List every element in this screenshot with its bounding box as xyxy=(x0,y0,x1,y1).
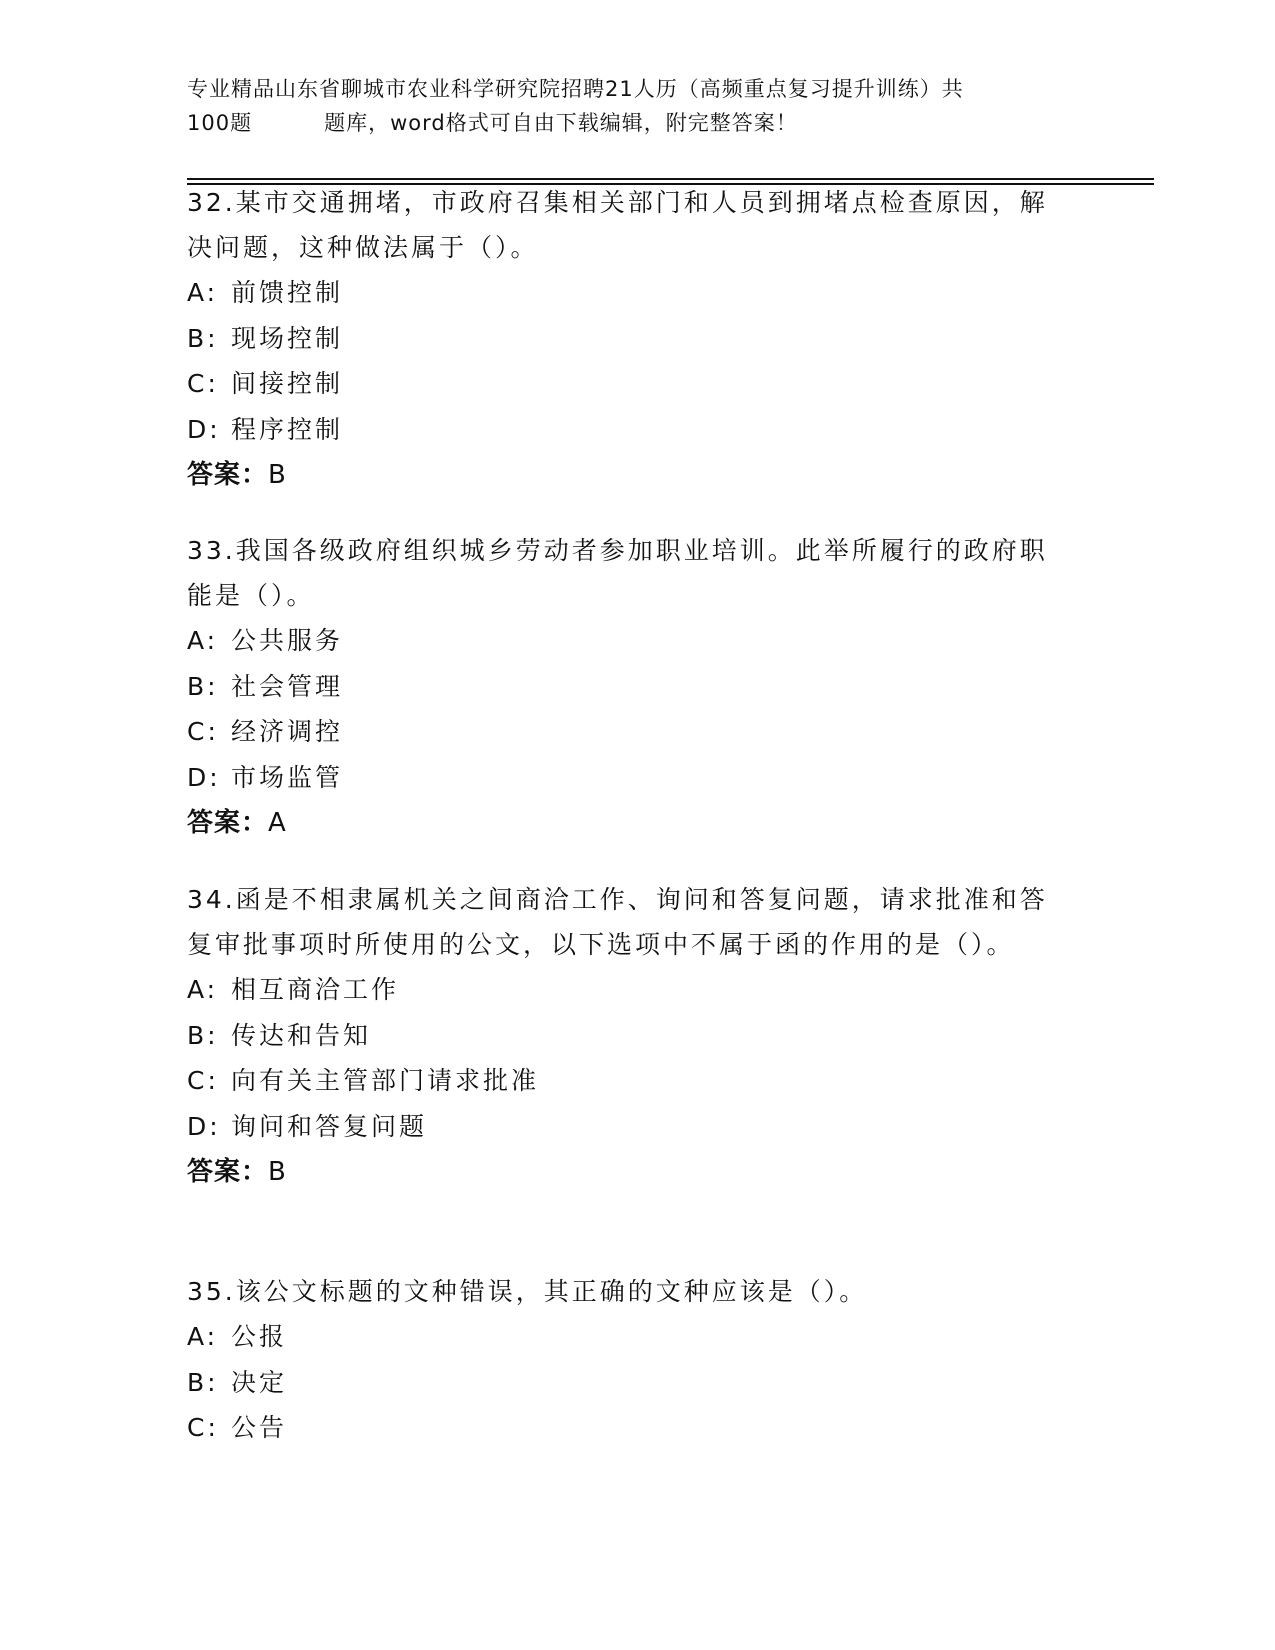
option-text: 询问和答复问题 xyxy=(231,1111,428,1141)
option-key: A: xyxy=(187,626,219,655)
option-text: 前馈控制 xyxy=(231,278,344,307)
question-stem-line: 决问题，这种做法属于（）。 xyxy=(187,233,539,262)
option-text: 公报 xyxy=(231,1322,288,1351)
option-c xyxy=(187,361,1087,407)
question-33 xyxy=(187,528,1087,846)
question-32 xyxy=(187,180,1087,498)
option-text: 社会管理 xyxy=(231,671,344,701)
option-key: D: xyxy=(187,762,221,792)
question-stem-line: 复审批事项时所使用的公文，以下选项中不属于函的作用的是（）。 xyxy=(187,930,1015,959)
option-b xyxy=(187,1013,1087,1059)
option-c xyxy=(187,709,1087,755)
option-key: A: xyxy=(187,975,219,1004)
option-c xyxy=(187,1405,1087,1451)
option-b xyxy=(187,1360,1087,1406)
option-b xyxy=(187,664,1087,710)
question-34 xyxy=(187,877,1087,1195)
answer-value: B xyxy=(268,1157,287,1187)
answer-label: 答案： xyxy=(187,460,269,490)
option-c xyxy=(187,1058,1087,1104)
option-text: 向有关主管部门请求批准 xyxy=(231,1066,540,1095)
question-stem-line: 35.该公文标题的文种错误，其正确的文种应该是（）。 xyxy=(187,1277,868,1306)
option-a xyxy=(187,270,1087,316)
header-line-2 xyxy=(187,106,1087,140)
option-d xyxy=(187,407,1087,453)
question-stem-line: 能是（）。 xyxy=(187,581,315,610)
answer-value: B xyxy=(268,460,287,490)
header-line-1: 专业精品山东省聊城市农业科学研究院招聘21人历（高频重点复习提升训练）共 xyxy=(187,77,964,101)
answer-line xyxy=(187,1149,1087,1195)
answer-line xyxy=(187,452,1087,498)
answer-value: A xyxy=(268,808,287,838)
document-header xyxy=(187,72,1087,140)
answer-label: 答案： xyxy=(187,808,269,838)
answer-label: 答案： xyxy=(187,1157,269,1187)
option-key: C: xyxy=(187,717,219,746)
option-key: B: xyxy=(187,323,219,353)
option-a xyxy=(187,967,1087,1013)
question-35 xyxy=(187,1269,1087,1451)
question-stem-line: 32.某市交通拥堵，市政府召集相关部门和人员到拥堵点检查原因，解 xyxy=(187,188,1048,217)
option-key: C: xyxy=(187,369,219,398)
option-key: B: xyxy=(187,1367,219,1397)
option-key: C: xyxy=(187,1066,219,1095)
option-key: D: xyxy=(187,414,221,444)
option-text: 传达和告知 xyxy=(231,1020,372,1050)
option-text: 公共服务 xyxy=(231,626,344,655)
option-key: D: xyxy=(187,1111,221,1141)
option-d xyxy=(187,1104,1087,1150)
header-line-2-text: 题库，word格式可自由下载编辑，附完整答案！ xyxy=(324,111,798,135)
option-a xyxy=(187,1314,1087,1360)
option-text: 决定 xyxy=(231,1367,288,1397)
question-stem-line: 33.我国各级政府组织城乡劳动者参加职业培训。此举所履行的政府职 xyxy=(187,536,1048,565)
option-key: A: xyxy=(187,278,219,307)
option-key: C: xyxy=(187,1413,219,1442)
option-text: 间接控制 xyxy=(231,369,344,398)
header-line-2-count: 100题 xyxy=(187,111,253,135)
option-text: 程序控制 xyxy=(231,414,344,444)
option-text: 公告 xyxy=(231,1413,288,1442)
option-text: 现场控制 xyxy=(231,323,344,353)
option-b xyxy=(187,316,1087,362)
answer-line xyxy=(187,800,1087,846)
question-stem-line: 34.函是不相隶属机关之间商洽工作、询问和答复问题，请求批准和答 xyxy=(187,885,1048,914)
option-d xyxy=(187,755,1087,801)
option-key: B: xyxy=(187,1020,219,1050)
option-a xyxy=(187,618,1087,664)
option-key: B: xyxy=(187,671,219,701)
option-text: 相互商洽工作 xyxy=(231,975,400,1004)
option-text: 经济调控 xyxy=(231,717,344,746)
option-key: A: xyxy=(187,1322,219,1351)
option-text: 市场监管 xyxy=(231,762,344,792)
